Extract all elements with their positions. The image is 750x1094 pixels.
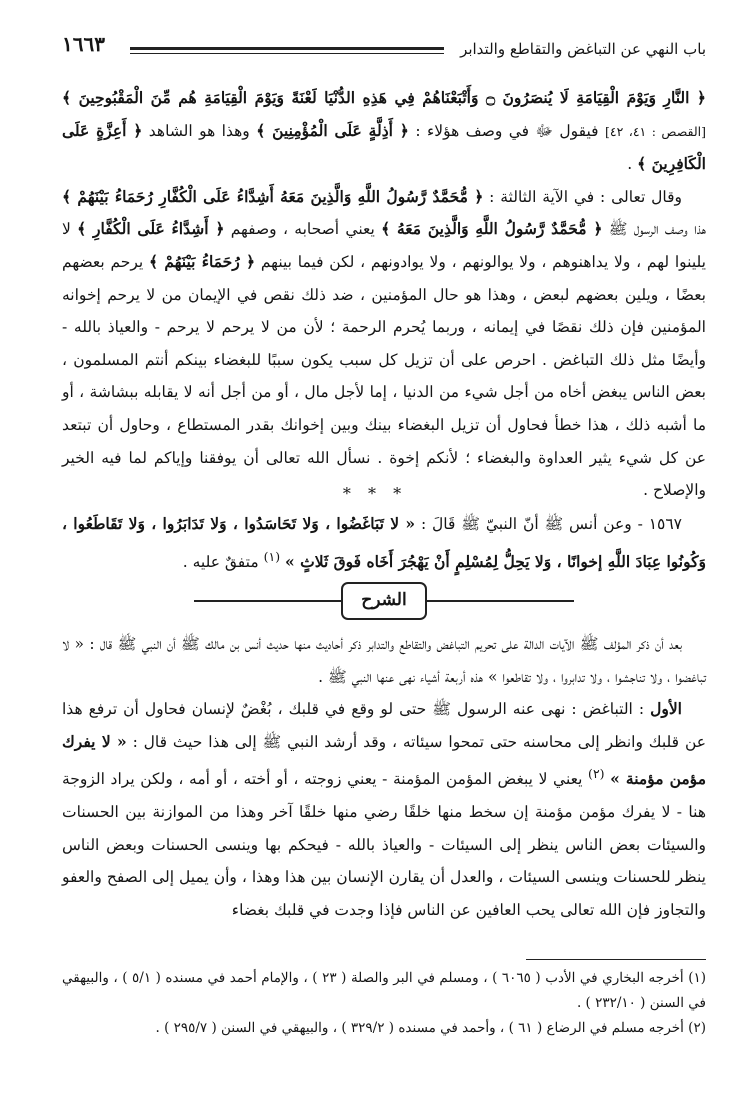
- text-segment: فيقول ﷻ في وصف هؤلاء :: [415, 121, 599, 140]
- text-segment: : التباغض : نهى عنه الرسول ﷺ حتى لو وقع في قلبك ، بُغْضٌ لإنسان فحاول أن ترفع هذا عن قلبك وانظر إلى محاسنه حتى تمحوا سيئاته ، وقد أرشد النبي ﷺ إلى هذا حيث قال :: [62, 700, 706, 751]
- text-segment: هذا وصف الرسول ﷺ: [608, 220, 706, 239]
- heading-rule: [424, 600, 574, 602]
- quran-commentary-block: [62, 82, 706, 507]
- hadith-text: « لا تَبَاغَضُوا ، وَلا تَحَاسَدُوا ، وَلا تَدَابَرُوا ، وَلا تَقَاطَعُوا ، وَكُونُوا عِبَادَ اللَّهِ إخوانًا ، وَلا يَحِلُّ لِمُسْلِمٍ أَنْ يَهْجُرَ أَخَاه فَوقَ ثَلاثٍ »: [62, 514, 706, 571]
- section-separator: * * *: [342, 484, 408, 503]
- quran-verse: ﴿ النَّارِ وَيَوْمَ الْقِيَامَةِ لَا يُنصَرُونَ ۝ وَأَتْبَعْنَاهُمْ فِي هَذِهِ الدُّنْيَا لَعْنَةً وَيَوْمَ الْقِيَامَةِ هُم مِّنَ الْمَقْبُوحِينَ ﴾: [62, 88, 706, 107]
- page-header: [62, 30, 706, 64]
- text-segment: يعني لا يبغض المؤمن المؤمنة - يعني زوجته ، أو أخته ، أو أمه ، ولكن يراد الزوجة هنا - لا يفرك مؤمن مؤمنة إن سخط منها خلقًا رضي منها خلقًا آخر وهذا من الموازنة بين الحسنات والسيئات بعض الناس ينظر إلى السيئات - والعياذ بالله - فيحكم بها وينسى الحسنات وبعض الناس ينظر للحسنات وينسى السيئات ، والعدل أن يقارن الإنسان بين هذا وهذا ، وأن يميل إلى الصفح والعفو والتجاوز فإن الله تعالى يحب العافين عن الناس فإذا وجدت في قلبك بغضاء: [62, 770, 706, 919]
- sharh-title: الشرح: [341, 582, 427, 620]
- paragraph: بعد أن ذكر المؤلف ﷺ الآيات الدالة على تحريم التباغض والتقاطع والتدابر ذكر أحاديث منها حديث أنس بن مالك ﷺ أن النبي ﷺ قال : « لا تباغضوا ، ولا تناجشوا ، ولا تدابروا ، ولا تقاطعوا » هذه أربعة أشياء نهى عنها النبي ﷺ .: [62, 635, 706, 686]
- quran-verse: ﴿ أَعِزَّةٍ عَلَى الْكَافِرِينَ ﴾: [62, 120, 706, 174]
- footnote-marker: (٢): [588, 766, 605, 782]
- quran-verse: ﴿ مُّحَمَّدٌ رَّسُولُ اللَّهِ وَالَّذِينَ مَعَهُ أَشِدَّاءُ عَلَى الْكُفَّارِ رُحَمَاءُ بَيْنَهُمْ ﴾: [62, 186, 484, 206]
- footnotes: [62, 966, 706, 1041]
- footnote: (٢) أخرجه مسلم في الرضاع ( ٦١ ) ، وأحمد في مسنده ( ٣٢٩/٢ ) ، والبيهقي في السنن ( ٢٩٥/٧ ) .: [155, 1020, 706, 1036]
- text-segment: يعني أصحابه ، وصفهم: [230, 220, 375, 239]
- header-rule-thin: [130, 53, 444, 54]
- quran-verse: ﴿ رُحَمَاءُ بَيْنَهُمْ ﴾: [149, 251, 256, 271]
- hadith-intro: ١٥٦٧ - وعن أنس ﷺ أنّ النبيّ ﷺ قَالَ :: [420, 515, 683, 533]
- text-segment: وقال تعالى : في الآية الثالثة :: [489, 187, 683, 206]
- quran-verse: ﴿ أَذِلَّةٍ عَلَى الْمُؤْمِنِينَ ﴾: [256, 120, 409, 140]
- paragraph: [62, 82, 706, 181]
- hadith-quote: « لا يفرك مؤمن مؤمنة »: [62, 731, 706, 789]
- text-segment: وهذا هو الشاهد: [148, 121, 250, 140]
- point-lead: الأول: [650, 699, 682, 719]
- paragraph: [62, 693, 706, 926]
- header-rule: [130, 47, 444, 50]
- running-title: باب النهي عن التباغض والتقاطع والتدابر: [460, 40, 706, 58]
- footnote-rule: [526, 959, 706, 960]
- text-segment: .: [627, 155, 633, 174]
- sharh-heading: [62, 582, 706, 618]
- text-segment: متفقٌ عليه .: [182, 552, 259, 571]
- paragraph: [62, 508, 706, 578]
- footnote-marker: (١): [263, 548, 281, 564]
- footnote: (١) أخرجه البخاري في الأدب ( ٦٠٦٥ ) ، ومسلم في البر والصلة ( ٢٣ ) ، والإمام أحمد في مسنده ( ٥/١ ) ، والبيهقي في السنن ( ٢٣٢/١٠ ) .: [62, 970, 707, 1011]
- sharh-text: [62, 628, 706, 927]
- page-number: ١٦٦٣: [62, 32, 105, 56]
- verse-reference: [القصص : ٤١، ٤٢]: [605, 123, 707, 139]
- quran-verse: ﴿ أَشِدَّاءُ عَلَى الْكُفَّارِ ﴾: [77, 219, 225, 239]
- quran-verse: ﴿ مُّحَمَّدٌ رَّسُولُ اللَّهِ وَالَّذِينَ مَعَهُ ﴾: [381, 219, 603, 239]
- hadith-block: [62, 508, 706, 578]
- paragraph: [62, 181, 706, 507]
- heading-rule: [194, 600, 344, 602]
- text-segment: لا يلينوا لهم ، ولا يداهنوهم ، ولا يوالونهم ، ولا يوادونهم ، لكن فيما بينهم: [62, 220, 706, 271]
- text-segment: يرحم بعضهم بعضًا ، ويلين بعضهم لبعض ، وهذا هو حال المؤمنين ، ضد ذلك نقص في الإيمان من لا يرحم إخوانه المؤمنين فإن ذلك نقصًا في إيمانه ، وربما يُحرم الرحمة ؛ لأن من لا يرحم لا يرحم - والعياذ بالله - وأيضًا مثل ذلك التباغض . احرص على أن تزيل كل سبب يكون سببًا للبغضاء بينكم أنتم المسلمون ، بعض الناس يبغض أخاه من أجل شيء من الدنيا ، إما لأجل مال ، أو من أجل أنه لا يقابله ببشاشة ، أو ما أشبه ذلك ، هذا خطأ فحاول أن تزيل البغضاء بينك وبين إخوانك بقدر المستطاع ، وحاول أن تبتعد عن كل شيء يثير العداوة والبغضاء ؛ لأنكم إخوة . نسأل الله تعالى أن يوفقنا وإياكم لما فيه الخير والإصلاح .: [62, 252, 706, 500]
